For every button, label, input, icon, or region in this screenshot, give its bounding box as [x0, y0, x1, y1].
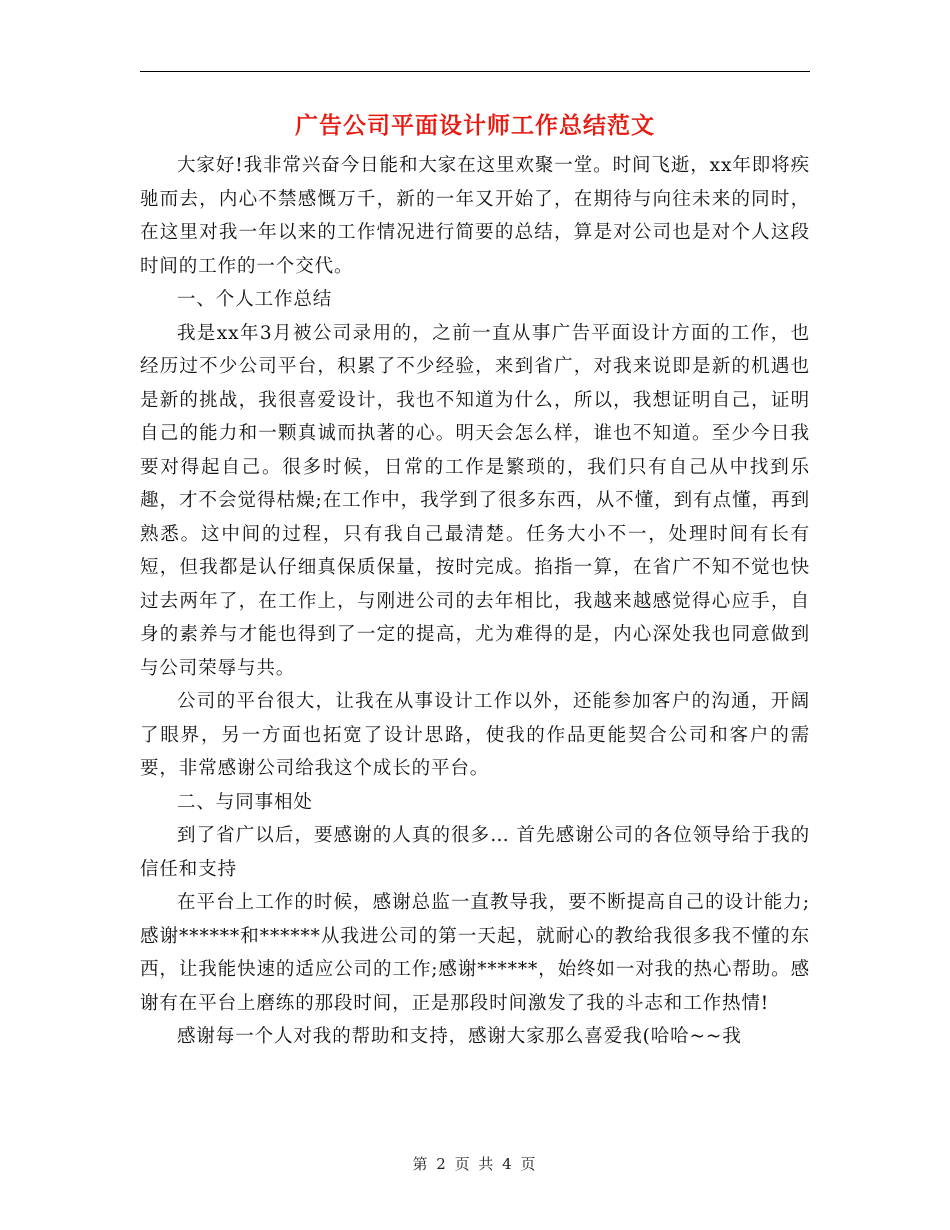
section-heading-colleagues: 二、与同事相处: [177, 791, 313, 813]
paragraph-thanks-leaders: 到了省广以后，要感谢的人真的很多… 首先感谢公司的各位领导给于我的信任和支持: [140, 825, 810, 880]
paragraph-thanks-colleagues: 在平台上工作的时候，感谢总监一直教导我，要不断提高自己的设计能力;感谢******和******从我进公司的第一天起，就耐心的教给我很多我不懂的东西，让我能快速的适应公司的工作;感谢******，始终如一对我的热心帮助。感谢有在平台上磨练的那段时间，正是那段时间激发了我的斗志和工作热情!: [140, 892, 810, 1014]
paragraph-company-platform: 公司的平台很大，让我在从事设计工作以外，还能参加客户的沟通，开阔了眼界，另一方面也拓宽了设计思路，使我的作品更能契合公司和客户的需要，非常感谢公司给我这个成长的平台。: [140, 691, 810, 779]
page-number-footer: 第 2 页 共 4 页: [412, 1155, 538, 1173]
paragraph-greeting: 大家好!我非常兴奋今日能和大家在这里欢聚一堂。时间飞逝，xx年即将疾驰而去，内心不禁感慨万千，新的一年又开始了，在期待与向往未来的同时，在这里对我一年以来的工作情况进行简要的总结，算是对公司也是对个人这段时间的工作的一个交代。: [140, 155, 810, 277]
paragraph-personal-work: 我是xx年3月被公司录用的，之前一直从事广告平面设计方面的工作，也经历过不少公司平台，积累了不少经验，来到省广，对我来说即是新的机遇也是新的挑战，我很喜爱设计，我也不知道为什么，所以，我想证明自己，证明自己的能力和一颗真诚而执著的心。明天会怎么样，谁也不知道。至少今日我要对得起自己。很多时候，日常的工作是繁琐的，我们只有自己从中找到乐趣，才不会觉得枯燥;在工作中，我学到了很多东西，从不懂，到有点懂，再到熟悉。这中间的过程，只有我自己最清楚。任务大小不一，处理时间有长有短，但我都是认仔细真保质保量，按时完成。掐指一算，在省广不知不觉也快过去两年了，在工作上，与刚进公司的去年相比，我越来越感觉得心应手，自身的素养与才能也得到了一定的提高，尤为难得的是，内心深处我也同意做到与公司荣辱与共。: [140, 322, 810, 679]
section-heading-personal-summary: 一、个人工作总结: [177, 289, 333, 310]
paragraph-thanks-everyone: 感谢每一个人对我的帮助和支持，感谢大家那么喜爱我(哈哈~~我: [177, 1026, 742, 1047]
document-body: [140, 149, 810, 1054]
header-rule: [140, 71, 810, 72]
document-title: 广告公司平面设计师工作总结范文: [295, 112, 655, 139]
